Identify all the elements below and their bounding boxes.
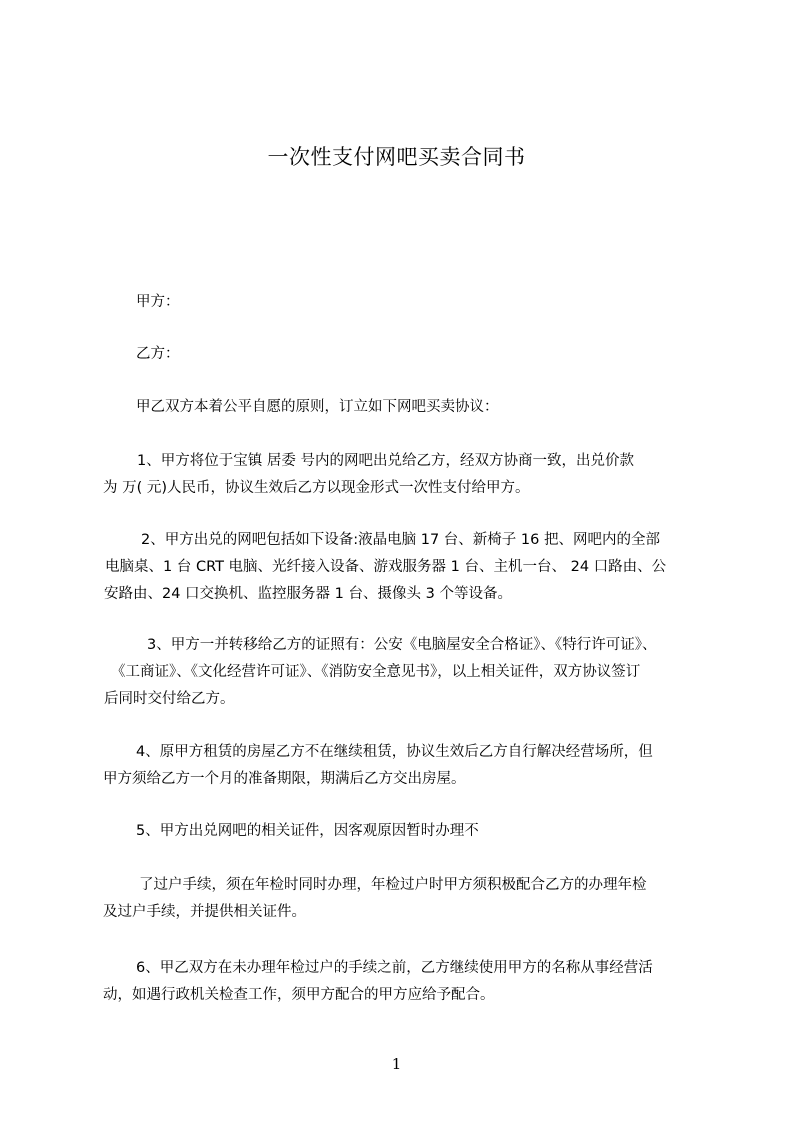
- clause-5-line-2: 及过户手续，并提供相关证件。: [103, 904, 306, 920]
- clause-1-line-2: 为 万( 元)人民币，协议生效后乙方以现金形式一次性支付给甲方。: [103, 480, 530, 496]
- party-a-label: 甲方：: [136, 294, 180, 310]
- clause-6-line-1: 6、甲乙双方在未办理年检过户的手续之前，乙方继续使用甲方的名称从事经营活: [136, 960, 653, 976]
- page-number: 1: [391, 1055, 402, 1073]
- intro-paragraph: 甲乙双方本着公平自愿的原则，订立如下网吧买卖协议：: [136, 399, 499, 415]
- clause-1: [103, 448, 713, 502]
- clause-4: [103, 739, 713, 793]
- party-b-label: 乙方：: [136, 346, 180, 362]
- clause-6-line-2: 动，如遇行政机关检查工作，须甲方配合的甲方应给予配合。: [103, 987, 495, 1003]
- clause-2-line-3: 安路由、24 口交换机、监控服务器 1 台、摄像头 3 个等设备。: [104, 586, 512, 602]
- clause-6: [103, 955, 713, 1009]
- clause-2: [103, 527, 713, 608]
- clause-2-line-1: 2、甲方出兑的网吧包括如下设备:液晶电脑 17 台、新椅子 16 把、网吧内的全部: [141, 532, 660, 548]
- clause-5-continuation: [103, 872, 713, 926]
- document-title: 一次性支付网吧买卖合同书: [267, 145, 526, 169]
- clause-3-line-2: 《工商证》、《文化经营许可证》、《消防安全意见书》，以上相关证件，双方协议签订: [111, 664, 641, 680]
- clause-5-line-1: 了过户手续，须在年检时同时办理，年检过户时甲方须积极配合乙方的办理年检: [139, 877, 647, 893]
- clause-5-heading: 5、甲方出兑网吧的相关证件，因客观原因暂时办理不: [136, 823, 479, 839]
- clause-4-line-2: 甲方须给乙方一个月的准备期限，期满后乙方交出房屋。: [103, 771, 466, 787]
- clause-3-line-3: 后同时交付给乙方。: [104, 691, 235, 707]
- clause-2-line-2: 电脑桌、1 台 CRT 电脑、光纤接入设备、游戏服务器 1 台、主机一台、 24 口路由、公: [105, 559, 667, 575]
- clause-1-line-1: 1、甲方将位于宝镇 居委 号内的网吧出兑给乙方，经双方协商一致，出兑价款: [137, 453, 634, 469]
- clause-3: [103, 632, 713, 713]
- clause-4-line-1: 4、原甲方租赁的房屋乙方不在继续租赁，协议生效后乙方自行解决经营场所，但: [136, 744, 653, 760]
- clause-3-line-1: 3、甲方一并转移给乙方的证照有：公安《电脑屋安全合格证》、《特行许可证》、: [147, 637, 657, 653]
